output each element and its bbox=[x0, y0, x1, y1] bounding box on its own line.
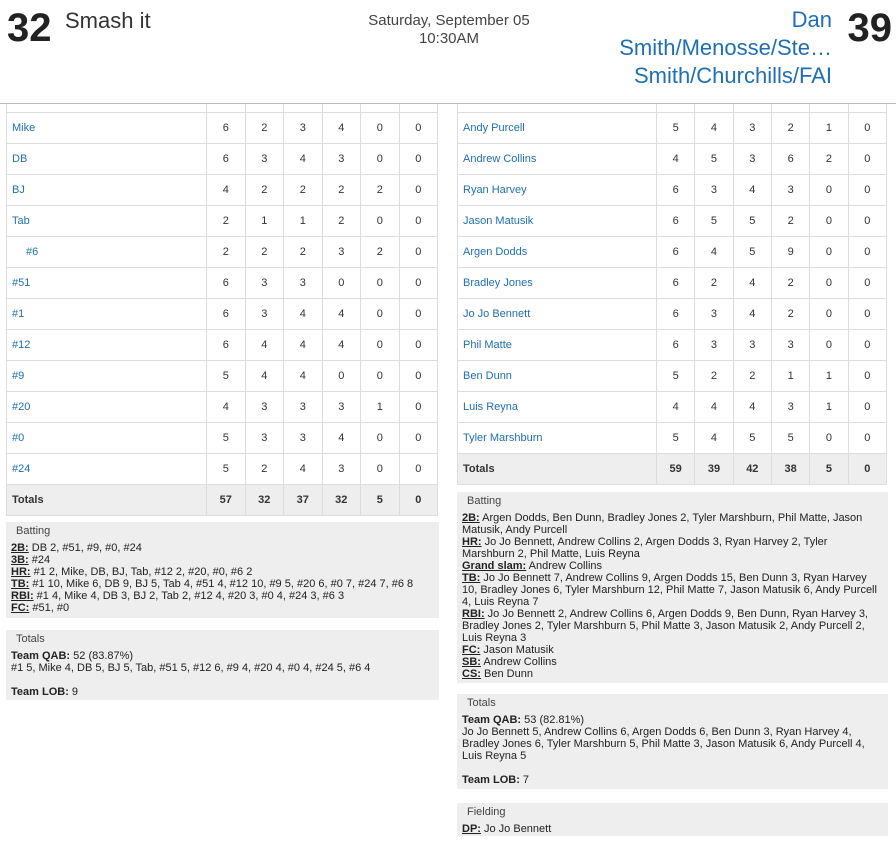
stat-cell: 4 bbox=[322, 329, 361, 360]
stat-cell: 4 bbox=[284, 298, 323, 329]
player-row bbox=[7, 298, 438, 329]
stat-cell: 0 bbox=[810, 422, 848, 453]
stat-cell: 2 bbox=[810, 143, 848, 174]
player-name-link[interactable]: DB bbox=[7, 143, 207, 174]
stat-cell: 5 bbox=[657, 112, 695, 143]
player-row bbox=[7, 174, 438, 205]
stat-cell: 0 bbox=[848, 143, 886, 174]
stat-cell: 1 bbox=[771, 360, 809, 391]
stat-cell: 3 bbox=[245, 143, 284, 174]
stat-cell: 4 bbox=[245, 360, 284, 391]
player-name-link[interactable]: Phil Matte bbox=[458, 329, 657, 360]
home-batting-summary bbox=[6, 522, 439, 618]
stat-cell: 2 bbox=[361, 236, 400, 267]
stat-value: #24 bbox=[28, 554, 51, 566]
player-name-link[interactable]: Tyler Marshburn bbox=[458, 422, 657, 453]
stat-cell: 4 bbox=[695, 112, 733, 143]
stat-cell: 4 bbox=[695, 391, 733, 422]
stat-cell: 5 bbox=[207, 422, 246, 453]
game-date: Saturday, September 05 bbox=[368, 12, 530, 29]
stat-cell: 6 bbox=[657, 236, 695, 267]
stat-value: Andrew Collins bbox=[526, 560, 603, 572]
stat-cell: 4 bbox=[733, 174, 771, 205]
home-box-score-table bbox=[6, 104, 438, 516]
stat-line bbox=[11, 602, 433, 614]
stat-cell: 0 bbox=[361, 298, 400, 329]
stat-label: CS: bbox=[462, 668, 481, 680]
player-name-link[interactable]: Andy Purcell bbox=[458, 112, 657, 143]
stat-cell: 4 bbox=[207, 391, 246, 422]
stat-cell: 6 bbox=[657, 205, 695, 236]
stat-cell: 3 bbox=[284, 422, 323, 453]
stat-cell: 0 bbox=[399, 236, 438, 267]
stat-value: Jo Jo Bennett bbox=[480, 823, 552, 835]
stat-cell: 4 bbox=[695, 236, 733, 267]
stat-cell: 5 bbox=[733, 236, 771, 267]
player-name-link[interactable]: Mike bbox=[7, 112, 207, 143]
stat-cell: 0 bbox=[399, 484, 438, 515]
stat-cell: 2 bbox=[695, 360, 733, 391]
stat-cell: 37 bbox=[284, 484, 323, 515]
stat-cell: 9 bbox=[771, 236, 809, 267]
stat-cell: 5 bbox=[207, 453, 246, 484]
stat-value: #1 4, Mike 4, DB 3, BJ 2, Tab 2, #12 4, #20 3, #0 4, #24 3, #6 3 bbox=[33, 590, 345, 602]
stat-label: SB: bbox=[462, 656, 481, 668]
player-row bbox=[458, 329, 887, 360]
stat-cell: 0 bbox=[810, 205, 848, 236]
stat-cell: 0 bbox=[810, 298, 848, 329]
player-row bbox=[7, 360, 438, 391]
stat-cell: 38 bbox=[771, 453, 809, 484]
stat-line bbox=[462, 560, 882, 572]
stat-cell: 3 bbox=[322, 236, 361, 267]
stat-line bbox=[11, 542, 433, 554]
stat-cell: 0 bbox=[322, 267, 361, 298]
stat-cell: 3 bbox=[245, 391, 284, 422]
stat-cell: 0 bbox=[848, 174, 886, 205]
team-lob-label: Team LOB: bbox=[462, 774, 520, 786]
stat-cell: 0 bbox=[399, 143, 438, 174]
stat-cell: 4 bbox=[207, 174, 246, 205]
stat-cell: 0 bbox=[361, 267, 400, 298]
stat-cell: 4 bbox=[284, 329, 323, 360]
stat-cell: 0 bbox=[399, 112, 438, 143]
stat-value: Andrew Collins bbox=[480, 656, 557, 668]
stat-line bbox=[462, 536, 882, 560]
stat-cell: 0 bbox=[848, 298, 886, 329]
stat-cell: 6 bbox=[207, 112, 246, 143]
stat-cell: 4 bbox=[733, 267, 771, 298]
stat-cell: 2 bbox=[322, 205, 361, 236]
stat-cell: 0 bbox=[361, 453, 400, 484]
player-name-link[interactable]: Luis Reyna bbox=[458, 391, 657, 422]
team-qab-label: Team QAB: bbox=[11, 650, 71, 662]
player-row bbox=[458, 267, 887, 298]
stat-cell: 3 bbox=[733, 112, 771, 143]
stat-label: FC: bbox=[462, 644, 481, 656]
stat-label: HR: bbox=[462, 536, 482, 548]
stat-cell: 6 bbox=[207, 298, 246, 329]
totals-label: Totals bbox=[7, 484, 207, 515]
player-row bbox=[458, 174, 887, 205]
player-row bbox=[7, 236, 438, 267]
team-lob-value: 7 bbox=[519, 774, 530, 786]
stat-cell: 3 bbox=[695, 329, 733, 360]
stat-cell: 4 bbox=[284, 143, 323, 174]
stat-cell: 1 bbox=[245, 205, 284, 236]
stat-cell: 0 bbox=[399, 205, 438, 236]
stat-cell: 0 bbox=[399, 422, 438, 453]
stat-label: FC: bbox=[11, 602, 30, 614]
player-row bbox=[7, 329, 438, 360]
away-team-name[interactable] bbox=[572, 6, 832, 90]
player-name-link[interactable]: Ryan Harvey bbox=[458, 174, 657, 205]
player-name-link[interactable]: #9 bbox=[7, 360, 207, 391]
stat-label: HR: bbox=[11, 566, 31, 578]
stat-cell: 5 bbox=[733, 205, 771, 236]
stat-cell: 4 bbox=[733, 391, 771, 422]
player-row bbox=[7, 112, 438, 143]
qab-detail: #1 5, Mike 4, DB 5, BJ 5, Tab, #51 5, #12 6, #9 4, #20 4, #0 4, #24 5, #6 4 bbox=[11, 662, 371, 674]
game-datetime bbox=[340, 12, 558, 48]
player-row bbox=[458, 143, 887, 174]
stat-cell: 0 bbox=[399, 360, 438, 391]
home-totals-summary bbox=[6, 630, 439, 700]
stat-cell: 4 bbox=[695, 422, 733, 453]
stat-label: RBI: bbox=[11, 590, 34, 602]
player-row bbox=[458, 422, 887, 453]
stat-cell: 0 bbox=[848, 453, 886, 484]
player-row bbox=[458, 360, 887, 391]
stat-cell: 6 bbox=[657, 298, 695, 329]
player-name-link[interactable]: #0 bbox=[7, 422, 207, 453]
stat-line bbox=[11, 590, 433, 602]
team-qab-line bbox=[11, 650, 433, 662]
stat-cell: 6 bbox=[207, 143, 246, 174]
stat-cell: 5 bbox=[695, 205, 733, 236]
stat-label: Grand slam: bbox=[462, 560, 527, 572]
player-name-link[interactable]: Ben Dunn bbox=[458, 360, 657, 391]
stat-cell: 0 bbox=[399, 174, 438, 205]
stat-cell: 5 bbox=[657, 360, 695, 391]
game-header bbox=[0, 0, 896, 104]
stat-lines bbox=[462, 823, 882, 835]
game-time: 10:30AM bbox=[418, 30, 480, 47]
qab-detail: Jo Jo Bennett 5, Andrew Collins 6, Argen Dodds 6, Ben Dunn 3, Ryan Harvey 4, Bradley Jones 6, Tyler Marshburn 5, Phil Matte 3, Jason Matusik 6, Andy Purcell 4, Luis Reyna 5 bbox=[462, 726, 865, 762]
stat-cell: 2 bbox=[695, 267, 733, 298]
stat-cell: 5 bbox=[695, 143, 733, 174]
stat-cell: 0 bbox=[810, 267, 848, 298]
stat-cell: 2 bbox=[207, 205, 246, 236]
stat-cell: 2 bbox=[245, 174, 284, 205]
stat-cell: 0 bbox=[322, 360, 361, 391]
stat-cell: 0 bbox=[810, 174, 848, 205]
stat-cell: 42 bbox=[733, 453, 771, 484]
stat-cell: 5 bbox=[361, 484, 400, 515]
player-row bbox=[458, 298, 887, 329]
stat-cell: 0 bbox=[399, 453, 438, 484]
player-name-link[interactable]: Jo Jo Bennett bbox=[458, 298, 657, 329]
stat-cell: 2 bbox=[771, 112, 809, 143]
stat-line bbox=[11, 554, 433, 566]
totals-row bbox=[7, 484, 438, 515]
section-title: Batting bbox=[16, 525, 51, 537]
stat-cell: 4 bbox=[245, 329, 284, 360]
player-row bbox=[458, 391, 887, 422]
player-name-link[interactable]: #12 bbox=[7, 329, 207, 360]
stat-cell: 4 bbox=[322, 298, 361, 329]
player-row bbox=[7, 143, 438, 174]
stat-cell: 0 bbox=[848, 236, 886, 267]
stat-cell: 2 bbox=[771, 205, 809, 236]
away-box-score-table bbox=[457, 104, 887, 485]
stat-cell: 2 bbox=[733, 360, 771, 391]
stat-cell: 0 bbox=[361, 360, 400, 391]
player-row bbox=[458, 205, 887, 236]
stat-value: #1 2, Mike, DB, BJ, Tab, #12 2, #20, #0, #6 2 bbox=[30, 566, 253, 578]
stat-cell: 3 bbox=[245, 298, 284, 329]
stat-cell: 1 bbox=[810, 391, 848, 422]
stat-cell: 4 bbox=[657, 143, 695, 174]
stat-value: #1 10, Mike 6, DB 9, BJ 5, Tab 4, #51 4, #12 10, #9 5, #20 6, #0 7, #24 7, #6 8 bbox=[29, 578, 414, 590]
player-row bbox=[7, 267, 438, 298]
section-title: Fielding bbox=[467, 806, 506, 818]
stat-cell: 2 bbox=[284, 174, 323, 205]
stat-cell: 0 bbox=[361, 422, 400, 453]
stat-value: Jo Jo Bennett 2, Andrew Collins 6, Argen Dodds 9, Ben Dunn, Ryan Harvey 3, Bradley Jones 2, Tyler Marshburn 5, Phil Matte 3, Jason Matusik 2, Andy Purcell 2, Luis Reyna 3 bbox=[462, 608, 868, 644]
stat-cell: 3 bbox=[284, 112, 323, 143]
stat-cell: 6 bbox=[207, 267, 246, 298]
stat-cell: 1 bbox=[284, 205, 323, 236]
stat-label: TB: bbox=[11, 578, 30, 590]
stat-label: 2B: bbox=[11, 542, 29, 554]
team-qab-value: 52 (83.87%) bbox=[70, 650, 134, 662]
team-lob-line bbox=[11, 686, 433, 698]
team-lob-label: Team LOB: bbox=[11, 686, 69, 698]
stat-line bbox=[11, 566, 433, 578]
team-qab-label: Team QAB: bbox=[462, 714, 522, 726]
totals-label: Totals bbox=[458, 453, 657, 484]
stat-label: DP: bbox=[462, 823, 481, 835]
stat-cell: 4 bbox=[284, 453, 323, 484]
stat-line bbox=[462, 512, 882, 536]
player-name-link[interactable]: #51 bbox=[7, 267, 207, 298]
stat-cell: 0 bbox=[848, 422, 886, 453]
stat-cell: 3 bbox=[245, 267, 284, 298]
stat-cell: 3 bbox=[695, 298, 733, 329]
stat-cell: 2 bbox=[207, 236, 246, 267]
stat-cell: 0 bbox=[810, 236, 848, 267]
team-qab-value: 53 (82.81%) bbox=[521, 714, 585, 726]
stat-cell: 5 bbox=[733, 422, 771, 453]
stat-cell: 1 bbox=[810, 112, 848, 143]
stat-lines bbox=[462, 512, 882, 680]
team-lob-line bbox=[462, 774, 882, 786]
stat-cell: 6 bbox=[771, 143, 809, 174]
stat-cell: 3 bbox=[322, 143, 361, 174]
stat-cell: 3 bbox=[695, 174, 733, 205]
stat-cell: 1 bbox=[810, 360, 848, 391]
stat-value: Ben Dunn bbox=[480, 668, 533, 680]
stat-cell: 0 bbox=[361, 112, 400, 143]
away-team-name-line: Dan bbox=[791, 7, 832, 32]
stat-cell: 3 bbox=[733, 329, 771, 360]
stat-cell: 3 bbox=[771, 329, 809, 360]
stat-cell: 0 bbox=[810, 329, 848, 360]
player-name-link[interactable]: Bradley Jones bbox=[458, 267, 657, 298]
stat-cell: 0 bbox=[848, 205, 886, 236]
player-name-link[interactable]: Argen Dodds bbox=[458, 236, 657, 267]
stat-cell: 2 bbox=[322, 174, 361, 205]
totals-row bbox=[458, 453, 887, 484]
stat-cell: 3 bbox=[284, 267, 323, 298]
stat-cell: 32 bbox=[245, 484, 284, 515]
away-fielding-summary bbox=[457, 803, 888, 836]
stat-cell: 0 bbox=[399, 391, 438, 422]
stat-cell: 0 bbox=[399, 329, 438, 360]
stat-cell: 59 bbox=[657, 453, 695, 484]
stat-cell: 0 bbox=[848, 329, 886, 360]
stat-cell: 2 bbox=[771, 298, 809, 329]
player-row bbox=[458, 236, 887, 267]
stat-cell: 4 bbox=[322, 112, 361, 143]
player-name-link[interactable]: Tab bbox=[7, 205, 207, 236]
stat-cell: 57 bbox=[207, 484, 246, 515]
section-title: Batting bbox=[467, 495, 502, 507]
stat-cell: 6 bbox=[657, 329, 695, 360]
stat-cell: 2 bbox=[245, 236, 284, 267]
stat-value: Jason Matusik bbox=[480, 644, 554, 656]
player-row bbox=[7, 391, 438, 422]
stat-cell: 3 bbox=[733, 143, 771, 174]
stat-cell: 5 bbox=[207, 360, 246, 391]
stat-cell: 2 bbox=[771, 267, 809, 298]
stat-cell: 6 bbox=[657, 267, 695, 298]
stat-label: 3B: bbox=[11, 554, 29, 566]
stat-cell: 0 bbox=[848, 267, 886, 298]
player-name-link[interactable]: Jason Matusik bbox=[458, 205, 657, 236]
away-totals-summary bbox=[457, 694, 888, 789]
stat-label: RBI: bbox=[462, 608, 485, 620]
stat-label: TB: bbox=[462, 572, 481, 584]
section-title: Totals bbox=[467, 697, 496, 709]
stat-cell: 0 bbox=[361, 205, 400, 236]
player-row bbox=[7, 205, 438, 236]
stat-value: Jo Jo Bennett, Andrew Collins 2, Argen Dodds 3, Ryan Harvey 2, Tyler Marshburn 2, Phil Matte, Luis Reyna bbox=[462, 536, 828, 560]
stat-cell: 0 bbox=[848, 391, 886, 422]
stat-cell: 0 bbox=[848, 360, 886, 391]
stat-line bbox=[462, 572, 882, 608]
stat-cell: 0 bbox=[848, 112, 886, 143]
stat-line bbox=[462, 644, 882, 656]
stat-cell: 3 bbox=[322, 453, 361, 484]
stat-line bbox=[462, 668, 882, 680]
team-lob-value: 9 bbox=[68, 686, 79, 698]
stat-lines bbox=[11, 542, 433, 614]
stat-cell: 32 bbox=[322, 484, 361, 515]
stat-line bbox=[462, 656, 882, 668]
stat-cell: 3 bbox=[771, 391, 809, 422]
stat-line bbox=[11, 578, 433, 590]
player-name-link[interactable]: #6 bbox=[7, 236, 207, 267]
stat-label: 2B: bbox=[462, 512, 480, 524]
player-name-link[interactable]: #1 bbox=[7, 298, 207, 329]
home-score: 32 bbox=[7, 6, 52, 50]
stat-cell: 2 bbox=[284, 236, 323, 267]
stat-line bbox=[462, 608, 882, 644]
stat-cell: 2 bbox=[245, 453, 284, 484]
player-row bbox=[7, 422, 438, 453]
stat-cell: 39 bbox=[695, 453, 733, 484]
stat-cell: 3 bbox=[245, 422, 284, 453]
away-batting-summary bbox=[457, 492, 888, 683]
stat-cell: 0 bbox=[361, 329, 400, 360]
stat-cell: 4 bbox=[322, 422, 361, 453]
player-row bbox=[7, 453, 438, 484]
player-row bbox=[458, 112, 887, 143]
stat-cell: 6 bbox=[207, 329, 246, 360]
stat-line bbox=[462, 823, 882, 835]
stat-cell: 1 bbox=[361, 391, 400, 422]
stat-cell: 4 bbox=[657, 391, 695, 422]
stat-cell: 0 bbox=[399, 298, 438, 329]
stat-cell: 5 bbox=[771, 422, 809, 453]
stat-cell: 6 bbox=[657, 174, 695, 205]
player-name-link[interactable]: #24 bbox=[7, 453, 207, 484]
stat-cell: 2 bbox=[361, 174, 400, 205]
stat-cell: 3 bbox=[771, 174, 809, 205]
stat-cell: 3 bbox=[284, 391, 323, 422]
stat-cell: 3 bbox=[322, 391, 361, 422]
stat-cell: 4 bbox=[284, 360, 323, 391]
player-name-link[interactable]: Andrew Collins bbox=[458, 143, 657, 174]
stat-value: #51, #0 bbox=[29, 602, 70, 614]
stat-value: DB 2, #51, #9, #0, #24 bbox=[28, 542, 142, 554]
team-qab-line bbox=[462, 714, 882, 726]
stat-value: Jo Jo Bennett 7, Andrew Collins 9, Argen Dodds 15, Ben Dunn 3, Ryan Harvey 10, Bradley Jones 6, Tyler Marshburn 12, Phil Matte 7, Jason Matusik 6, Andy Purcell 4, Luis Reyna 7 bbox=[462, 572, 877, 608]
stat-value: Argen Dodds, Ben Dunn, Bradley Jones 2, Tyler Marshburn, Phil Matte, Jason Matusik, Andy Purcell bbox=[462, 512, 863, 536]
player-name-link[interactable]: #20 bbox=[7, 391, 207, 422]
stat-cell: 0 bbox=[361, 143, 400, 174]
stat-cell: 4 bbox=[733, 298, 771, 329]
away-score: 39 bbox=[847, 6, 892, 50]
stat-cell: 2 bbox=[245, 112, 284, 143]
stat-cell: 0 bbox=[399, 267, 438, 298]
player-name-link[interactable]: BJ bbox=[7, 174, 207, 205]
stat-cell: 5 bbox=[657, 422, 695, 453]
section-title: Totals bbox=[16, 633, 45, 645]
away-team-name-line: Smith/Churchills/FAI bbox=[633, 63, 832, 88]
away-team-name-line: Smith/Menosse/Ste… bbox=[619, 35, 832, 60]
home-team-name: Smash it bbox=[65, 8, 151, 33]
stat-cell: 5 bbox=[810, 453, 848, 484]
